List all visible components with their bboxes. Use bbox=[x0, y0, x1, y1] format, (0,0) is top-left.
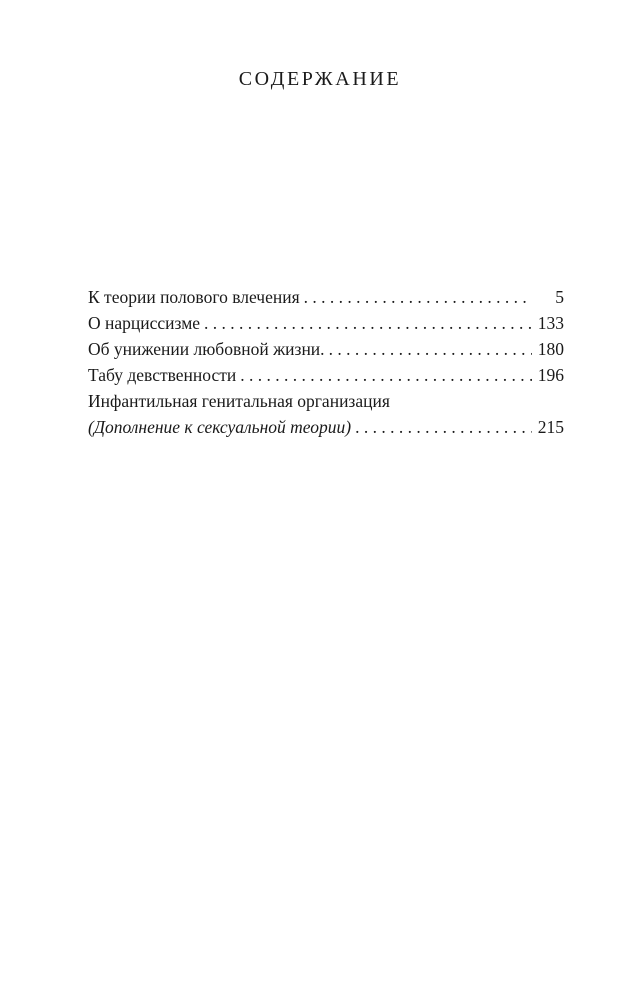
toc-entry-page: 180 bbox=[537, 339, 564, 359]
toc-entry bbox=[88, 336, 564, 362]
dot-leader bbox=[304, 284, 532, 310]
dot-leader bbox=[355, 414, 532, 440]
toc-entry bbox=[88, 362, 564, 388]
toc-entry-title: Табу девственности bbox=[88, 365, 237, 385]
dot-leader bbox=[329, 336, 532, 362]
toc-entry-title-line2: (Дополнение к сексуальной теории) bbox=[88, 417, 352, 437]
dot-leader bbox=[204, 310, 532, 336]
toc-entry-multiline bbox=[88, 388, 564, 440]
page-title: СОДЕРЖАНИЕ bbox=[238, 68, 402, 90]
toc-entry bbox=[88, 310, 564, 336]
toc-entry-title-line1: Инфантильная генитальная организация bbox=[88, 391, 390, 411]
toc-entry-page: 215 bbox=[537, 417, 564, 437]
toc-entry-page: 196 bbox=[537, 365, 564, 385]
toc-entry-page: 5 bbox=[555, 287, 564, 307]
toc-entry-page: 133 bbox=[537, 313, 564, 333]
toc-entry-second-line bbox=[88, 414, 564, 440]
toc-entry-title: О нарциссизме bbox=[88, 313, 201, 333]
toc-entry bbox=[88, 284, 564, 310]
toc-entry-title: Об унижении любовной жизни. bbox=[88, 339, 325, 359]
toc-entry-title: К теории полового влечения bbox=[88, 287, 300, 307]
table-of-contents bbox=[88, 284, 564, 440]
dot-leader bbox=[240, 362, 532, 388]
